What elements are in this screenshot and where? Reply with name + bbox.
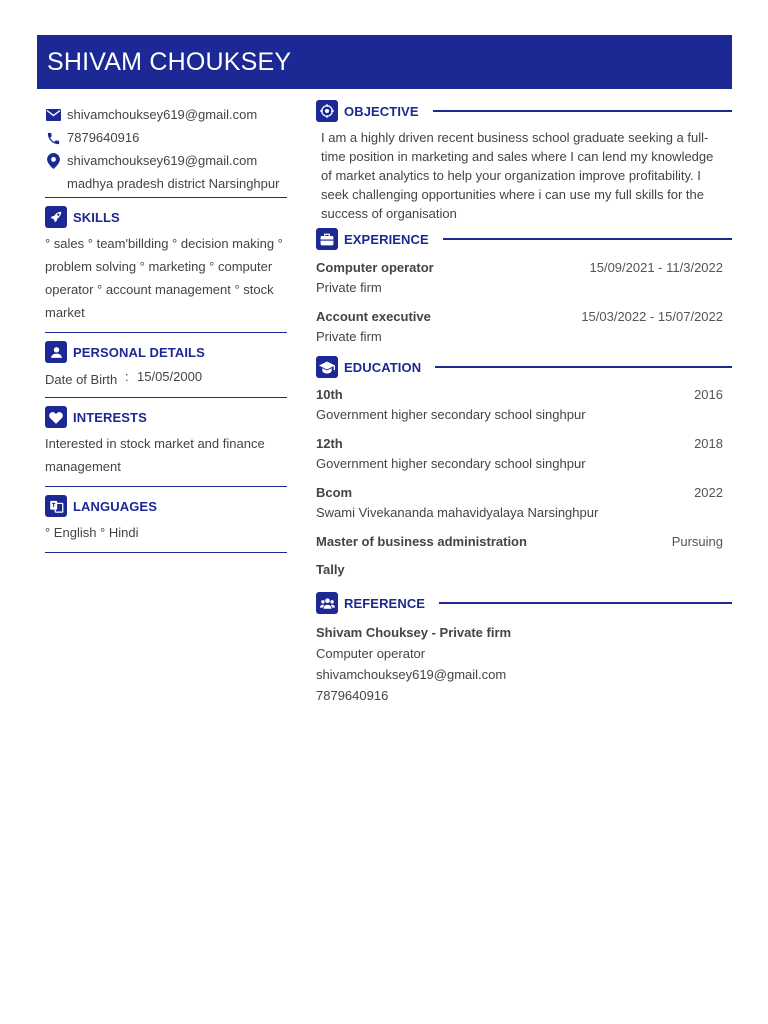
phone-icon (45, 130, 61, 146)
reference-role: Computer operator (316, 646, 426, 661)
education-list (316, 385, 732, 580)
personal-details-title: PERSONAL DETAILS (73, 344, 205, 360)
divider (45, 552, 287, 553)
education-entry (316, 560, 732, 580)
briefcase-icon (316, 228, 338, 250)
interests-heading (45, 406, 287, 428)
experience-role: Computer operator (316, 260, 434, 275)
phone-text: 7879640916 (67, 130, 140, 145)
heart-icon (45, 406, 67, 428)
section-rule (439, 602, 732, 604)
experience-org: Private firm (316, 329, 382, 344)
target-icon (316, 100, 338, 122)
dob-value: 15/05/2000 (137, 369, 203, 384)
interests-title: INTERESTS (73, 409, 147, 425)
education-degree: Bcom (316, 485, 353, 500)
languages-title: LANGUAGES (73, 498, 157, 514)
objective-text: I am a highly driven recent business school graduate seeking a full-time position in marketing and sales where I can lend my knowledge of market analytics to help your organization improve profitability. I seek challenging opportunities where i can use my full skills for the success of organisation (321, 130, 714, 221)
mail-icon (45, 107, 61, 123)
section-rule (443, 238, 732, 240)
reference-block (316, 622, 732, 706)
reference-email[interactable]: shivamchouksey619@gmail.com (316, 667, 507, 682)
translate-icon (45, 495, 67, 517)
dob-row (45, 369, 287, 387)
education-heading (316, 356, 732, 378)
dob-separator: : (125, 369, 129, 384)
languages-text: ° English ° Hindi (45, 525, 139, 540)
objective-title: OBJECTIVE (344, 103, 419, 119)
experience-date: 15/03/2022 - 15/07/2022 (581, 309, 723, 324)
education-entry (316, 385, 732, 425)
languages-heading (45, 495, 287, 517)
education-school: Swami Vivekananda mahavidyalaya Narsinghpur (316, 505, 599, 520)
education-year: Pursuing (671, 534, 723, 549)
education-year: 2022 (694, 485, 723, 500)
skills-text: ° sales ° team'billding ° decision making ° problem solving ° marketing ° computer operator ° account management ° stock market (45, 236, 283, 320)
email-text[interactable]: shivamchouksey619@gmail.com (67, 107, 258, 122)
experience-date: 15/09/2021 - 11/3/2022 (589, 260, 723, 275)
divider (45, 397, 287, 398)
section-rule (435, 366, 732, 368)
contact-address (45, 152, 287, 195)
dob-label: Date of Birth (45, 372, 118, 387)
education-year: 2018 (694, 436, 723, 451)
education-entry (316, 483, 732, 523)
contact-email (45, 106, 287, 123)
education-title: EDUCATION (344, 359, 422, 375)
experience-entry (316, 258, 732, 298)
skills-heading (45, 206, 287, 228)
reference-phone: 7879640916 (316, 688, 389, 703)
education-year: 2016 (694, 387, 723, 402)
resume-header (37, 35, 732, 89)
experience-org: Private firm (316, 280, 382, 295)
education-degree: 12th (316, 436, 343, 451)
divider (45, 486, 287, 487)
experience-entry (316, 307, 732, 347)
address-text: shivamchouksey619@gmail.com madhya pradesh district Narsinghpur (67, 153, 280, 191)
experience-role: Account executive (316, 309, 431, 324)
interests-text: Interested in stock market and finance management (45, 436, 265, 474)
section-rule (433, 110, 732, 112)
education-school: Government higher secondary school singhpur (316, 456, 586, 471)
group-icon (316, 592, 338, 614)
experience-list (316, 258, 732, 347)
divider (45, 332, 287, 333)
experience-title: EXPERIENCE (344, 231, 429, 247)
education-degree: 10th (316, 387, 343, 402)
education-entry (316, 434, 732, 474)
contact-phone (45, 129, 287, 146)
education-school: Government higher secondary school singhpur (316, 407, 586, 422)
education-degree: Master of business administration (316, 534, 527, 549)
candidate-name: SHIVAM CHOUKSEY (47, 48, 292, 76)
personal-details-heading (45, 341, 287, 363)
right-column (316, 100, 732, 706)
skills-title: SKILLS (73, 209, 120, 225)
reference-title: REFERENCE (344, 595, 426, 611)
divider (45, 197, 287, 198)
objective-heading (316, 100, 732, 122)
graduation-cap-icon (316, 356, 338, 378)
location-pin-icon (45, 153, 61, 169)
reference-name: Shivam Chouksey - Private firm (316, 625, 512, 640)
person-icon (45, 341, 67, 363)
experience-heading (316, 228, 732, 250)
rocket-icon (45, 206, 67, 228)
reference-heading (316, 592, 732, 614)
education-entry (316, 532, 732, 552)
education-degree: Tally (316, 562, 345, 577)
left-column (45, 106, 287, 553)
